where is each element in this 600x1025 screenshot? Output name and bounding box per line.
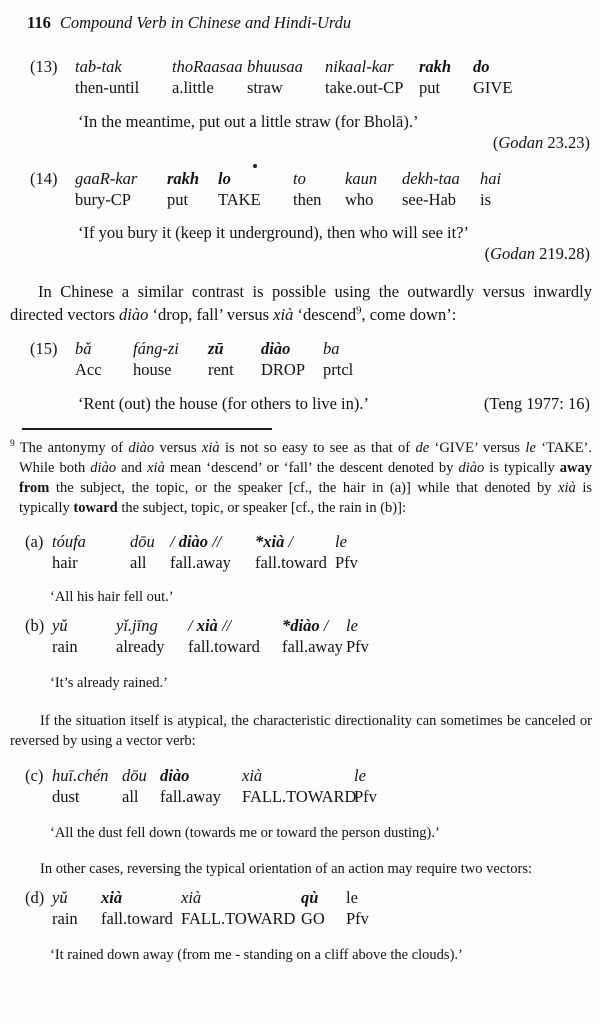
word-column <box>130 531 170 573</box>
word-column <box>52 615 116 657</box>
footnote-example-b <box>10 615 592 657</box>
footnote-example-a-translation: ‘All his hair fell out.’ <box>50 589 174 605</box>
word-column <box>402 168 480 210</box>
gloss: GO <box>301 909 325 928</box>
gloss: DROP <box>261 360 306 379</box>
example-15 <box>10 338 592 380</box>
word-column <box>473 56 512 98</box>
word-column <box>172 56 247 98</box>
word-column <box>52 765 122 807</box>
gloss: fall.toward <box>188 637 260 656</box>
morpheme: fáng-zi <box>133 339 179 358</box>
example-14-interlinear <box>30 168 592 210</box>
morpheme: diào <box>160 766 190 785</box>
example-15-translation-line <box>10 393 592 414</box>
gloss: house <box>133 360 172 379</box>
footnote-example-d-interlinear <box>25 887 592 929</box>
gloss: dust <box>52 787 80 806</box>
word-column <box>181 887 301 929</box>
example-13-number: (13) <box>30 57 58 76</box>
gloss: rain <box>52 637 78 656</box>
footnote-example-d-translation: ‘It rained down away (from me - standing on a cliff above the clouds).’ <box>50 947 463 963</box>
example-14-translation: ‘If you bury it (keep it underground), then who will see it?’ <box>78 223 470 242</box>
morpheme: *diào / <box>282 616 329 635</box>
word-column <box>345 168 402 210</box>
footnote-example-a <box>10 531 592 573</box>
word-column <box>323 338 353 380</box>
morpheme: qù <box>301 888 319 907</box>
gloss: then-until <box>75 78 140 97</box>
morpheme: le <box>335 532 347 551</box>
morpheme: / diào // <box>170 532 222 551</box>
footnote-block <box>10 438 592 965</box>
example-13 <box>10 56 592 98</box>
gloss: fall.away <box>160 787 221 806</box>
morpheme: yǐ.jīng <box>116 616 158 635</box>
word-column <box>167 168 218 210</box>
morpheme: nikaal-kar <box>325 57 394 76</box>
footnote-separator-rule <box>22 428 272 430</box>
footnote-example-c <box>10 765 592 807</box>
morpheme: zū <box>208 339 224 358</box>
morpheme: bhuusaa <box>247 57 303 76</box>
page-header <box>27 13 592 33</box>
word-column <box>242 765 357 807</box>
footnote-example-b-translation: ‘It’s already rained.’ <box>50 675 168 691</box>
gloss: FALL.TOWARD <box>242 787 357 806</box>
example-14 <box>10 168 592 210</box>
word-column <box>52 531 130 573</box>
example-14-citation: (Godan 219.28) <box>484 244 590 263</box>
word-column <box>116 615 188 657</box>
footnote-example-c-interlinear <box>25 765 592 807</box>
gloss: see-Hab <box>402 190 457 209</box>
morpheme: tóufa <box>52 532 86 551</box>
word-column <box>282 615 346 657</box>
footnote-9-text: $^9$ The antonymy of diào versus xià is not so easy to see as that of de ‘GIVE’ versus le ‘TAKE’. While both diào and xià mean ‘descend’ or ‘fall’ the descent denoted by diào is typically away from the subject, the topic, or the speaker [cf., the hair in (a)] while that denoted by xià is typically toward the subject, topic, or speaker [cf., the rain in (b)]: <box>10 439 592 516</box>
gloss: Pfv <box>335 553 358 572</box>
morpheme: tab-tak <box>75 57 122 76</box>
footnote-example-c-label: (c) <box>25 766 44 785</box>
example-15-number: (15) <box>30 339 58 358</box>
morpheme: ba <box>323 339 340 358</box>
word-column <box>293 168 345 210</box>
footnote-example-d <box>10 887 592 929</box>
footnote-example-b-label: (b) <box>25 616 45 635</box>
gloss: Acc <box>75 360 102 379</box>
morpheme: le <box>354 766 366 785</box>
morpheme: bǎ <box>75 339 92 358</box>
gloss: put <box>419 78 441 97</box>
word-column <box>354 765 377 807</box>
word-column <box>346 615 369 657</box>
word-column <box>122 765 160 807</box>
footnote-example-c-translation: ‘All the dust fell down (towards me or toward the person dusting).’ <box>50 825 440 841</box>
morpheme: *xià / <box>255 532 294 551</box>
word-column <box>170 531 255 573</box>
gloss: bury-CP <box>75 190 131 209</box>
morpheme: lo <box>218 169 231 188</box>
morpheme: le <box>346 616 358 635</box>
example-15-translation: ‘Rent (out) the house (for others to live in).’ <box>78 394 369 413</box>
morpheme: xià <box>101 888 123 907</box>
footnote-paragraph-two-vectors: In other cases, reversing the typical orientation of an action may require two vectors: <box>40 861 533 877</box>
morpheme: rakh <box>419 57 452 76</box>
word-column <box>346 887 369 929</box>
morpheme: dōu <box>122 766 147 785</box>
example-14-number: (14) <box>30 169 58 188</box>
example-15-citation: (Teng 1977: 16) <box>483 394 590 413</box>
morpheme: do <box>473 57 490 76</box>
word-column <box>75 338 133 380</box>
running-title: Compound Verb in Chinese and Hindi-Urdu <box>59 13 352 32</box>
gloss: put <box>167 190 189 209</box>
gloss: fall.away <box>170 553 231 572</box>
word-column <box>261 338 323 380</box>
gloss: all <box>122 787 139 806</box>
footnote-example-d-label: (d) <box>25 888 45 907</box>
example-13-interlinear <box>30 56 592 98</box>
example-13-translation: ‘In the meantime, put out a little straw (for Bholā).’ <box>78 112 419 131</box>
gloss: already <box>116 637 165 656</box>
gloss: then <box>293 190 322 209</box>
word-column <box>419 56 473 98</box>
morpheme: le <box>346 888 358 907</box>
morpheme: dekh-taa <box>402 169 460 188</box>
gloss: fall.toward <box>101 909 173 928</box>
word-column <box>101 887 181 929</box>
morpheme: yǔ <box>52 888 68 907</box>
morpheme: thoRaasaa <box>172 57 243 76</box>
morpheme: rakh <box>167 169 200 188</box>
gloss: take.out-CP <box>325 78 404 97</box>
gloss: is <box>480 190 492 209</box>
morpheme: diào <box>261 339 291 358</box>
gloss: who <box>345 190 374 209</box>
word-column <box>133 338 208 380</box>
word-column <box>335 531 358 573</box>
word-column <box>208 338 261 380</box>
example-13-citation: (Godan 23.23) <box>492 133 590 152</box>
word-column <box>247 56 325 98</box>
footnote-example-a-label: (a) <box>25 532 44 551</box>
word-column <box>480 168 501 210</box>
morpheme: gaaR-kar <box>75 169 138 188</box>
gloss: rent <box>208 360 234 379</box>
gloss: Pfv <box>346 909 369 928</box>
word-column <box>325 56 419 98</box>
word-column <box>52 887 101 929</box>
scan-speck <box>253 164 257 168</box>
word-column <box>301 887 346 929</box>
word-column <box>75 168 167 210</box>
morpheme: / xià // <box>188 616 232 635</box>
gloss: TAKE <box>218 190 261 209</box>
word-column <box>255 531 335 573</box>
gloss: all <box>130 553 147 572</box>
gloss: a.little <box>172 78 214 97</box>
gloss: prtcl <box>323 360 354 379</box>
gloss: fall.away <box>282 637 343 656</box>
word-column <box>75 56 172 98</box>
morpheme: dōu <box>130 532 155 551</box>
morpheme: kaun <box>345 169 378 188</box>
word-column <box>160 765 242 807</box>
gloss: straw <box>247 78 283 97</box>
morpheme: xià <box>181 888 202 907</box>
example-15-interlinear <box>30 338 592 380</box>
gloss: GIVE <box>473 78 513 97</box>
page-number: 116 <box>27 13 51 32</box>
footnote-example-a-interlinear <box>25 531 592 573</box>
morpheme: to <box>293 169 306 188</box>
gloss: hair <box>52 553 78 572</box>
morpheme: huī.chén <box>52 766 109 785</box>
morpheme: xià <box>242 766 263 785</box>
gloss: fall.toward <box>255 553 327 572</box>
word-column <box>188 615 282 657</box>
footnote-example-b-interlinear <box>25 615 592 657</box>
gloss: rain <box>52 909 78 928</box>
gloss: Pfv <box>346 637 369 656</box>
word-column <box>218 168 293 210</box>
morpheme: hai <box>480 169 502 188</box>
gloss: FALL.TOWARD <box>181 909 296 928</box>
paragraph-chinese-contrast: In Chinese a similar contrast is possible using the outwardly versus inwardly directed vectors diào ‘drop, fall’ versus xià ‘descend$^9$, come down’: <box>10 282 592 324</box>
gloss: Pfv <box>354 787 377 806</box>
footnote-paragraph-atypical: If the situation itself is atypical, the characteristic directionality can sometimes be canceled or reversed by using a vector verb: <box>10 713 592 749</box>
morpheme: yǔ <box>52 616 68 635</box>
